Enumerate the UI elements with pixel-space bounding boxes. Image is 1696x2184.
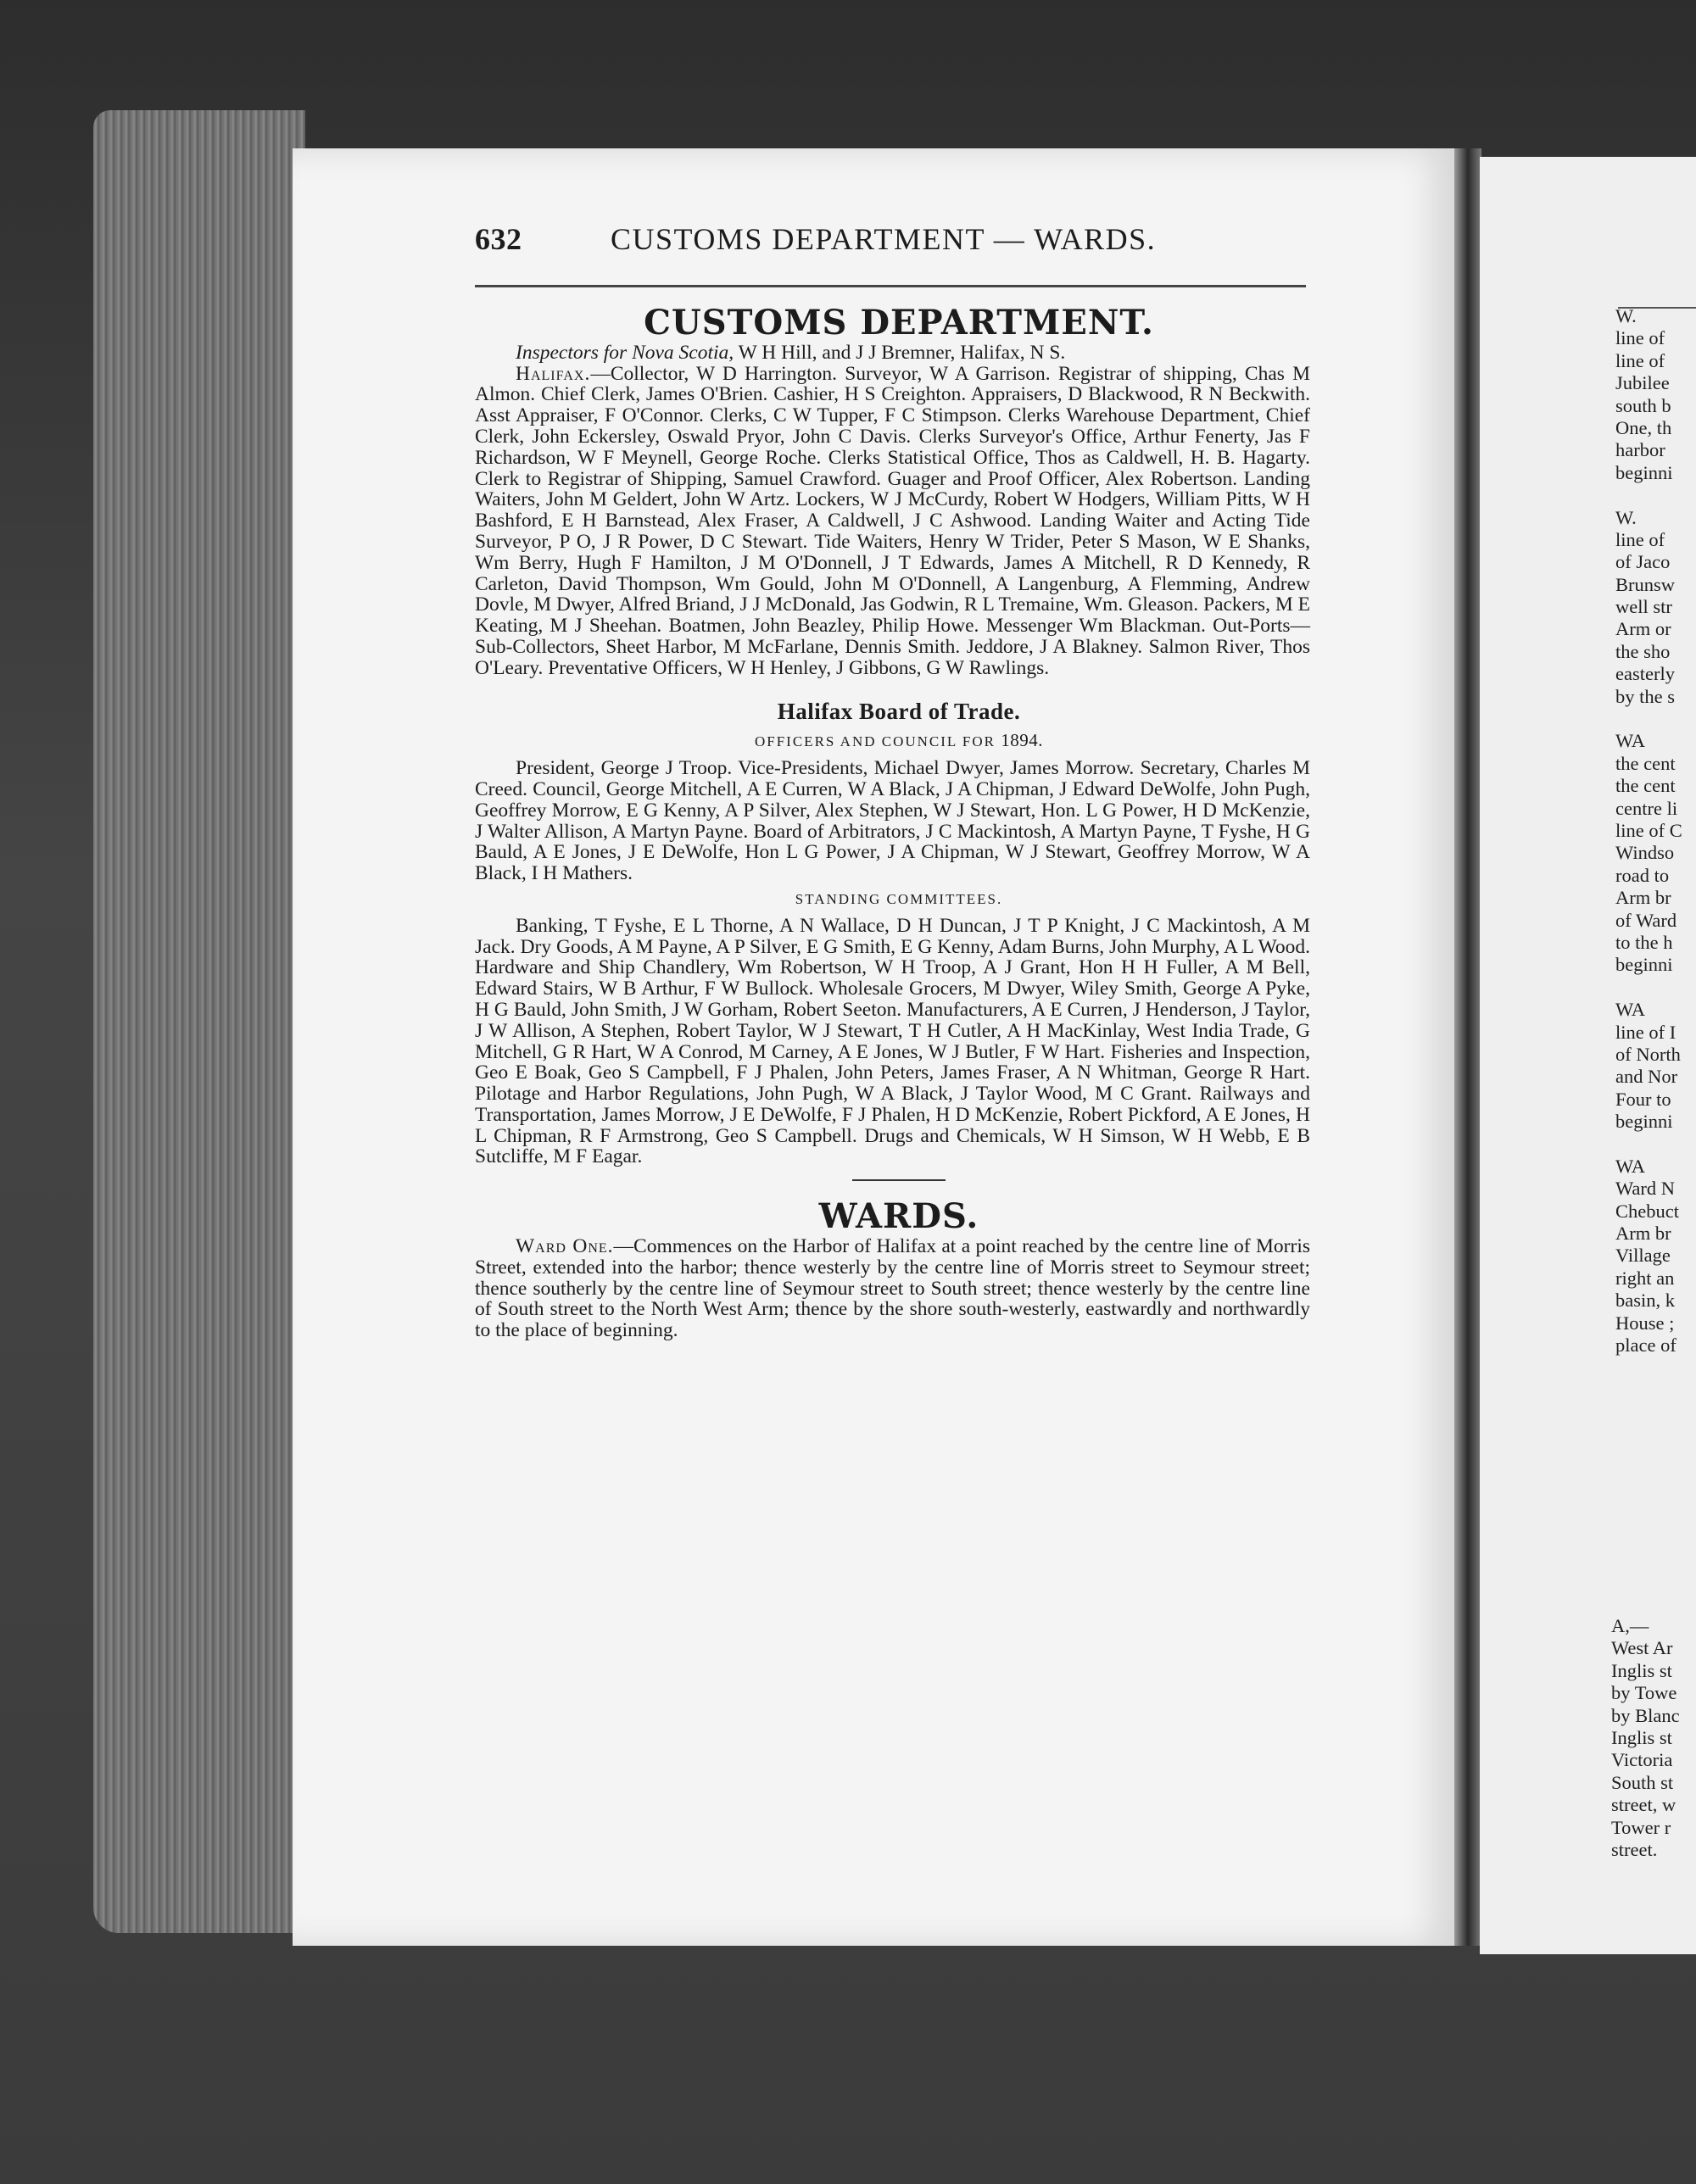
right-page-fragment: south b (1615, 394, 1671, 416)
right-page-fragment: WA (1615, 999, 1645, 1021)
right-page-fragment: by Blanc (1611, 1704, 1680, 1726)
right-page-text-top (1615, 305, 1696, 1357)
right-page-fragment: road to (1615, 864, 1670, 886)
running-head (475, 222, 1323, 266)
book-gutter (1454, 148, 1481, 1946)
right-page-fragment: right an (1615, 1267, 1675, 1289)
right-page-fragment: street. (1611, 1838, 1658, 1860)
right-page-fragment: Village (1615, 1245, 1671, 1267)
right-page-fragment: line of C (1615, 819, 1682, 841)
right-page-fragment: basin, k (1615, 1290, 1675, 1312)
customs-inspectors-paragraph (475, 343, 1310, 364)
right-page-fragment: harbor (1615, 439, 1665, 461)
officers-heading-label: OFFICERS AND COUNCIL FOR (755, 733, 996, 750)
right-page-fragment: street, w (1611, 1794, 1676, 1816)
right-page-fragment: West Ar (1611, 1637, 1673, 1659)
ward-one-paragraph (475, 1236, 1310, 1341)
right-page-fragment: by Towe (1611, 1682, 1677, 1704)
right-page-fragment: centre li (1615, 797, 1678, 819)
right-page-fragment: Arm or (1615, 618, 1671, 640)
right-page-fragment (1615, 1133, 1696, 1155)
right-page-fragment: line of (1615, 528, 1665, 550)
officers-paragraph: President, George J Troop. Vice-Presidents, Michael Dwyer, James Morrow. Secretary, Charles M Creed. Council, George Mitchell, A E Curren, W A Black, J A Chipman, J Edward DeWolfe, John Pugh, Geoffrey Morrow, E G Kenny, A P Silver, Alex Stephen, W J Stewart, Hon. L G Power, H D McKenzie, J Walter Allison, A Martyn Payne. Board of Arbitrators, J C Mackintosh, A Martyn Payne, T Fyshe, H G Bauld, A E Jones, J E DeWolfe, Hon L G Power, J A Chipman, W J Stewart, Geoffrey Morrow, W A Black, I H Mathers. (475, 757, 1310, 885)
committees-heading: STANDING COMMITTEES. (795, 890, 1003, 907)
right-page-fragment: W. (1615, 305, 1637, 326)
right-page-fragment: Arm br (1615, 887, 1671, 909)
right-page-fragment: Jubilee (1615, 372, 1670, 394)
right-page-fragment: Chebuct (1615, 1200, 1679, 1222)
right-page-fragment: Inglis st (1611, 1659, 1672, 1681)
ward-one-text: —Commences on the Harbor of Halifax at a point reached by the centre line of Morris Street, extended into the harbor; thence westerly by the centre line of Morris street to Seymour street; thence southerly by the centre line of Seymour street to South street; thence westerly by the centre line of South street to the North West Arm; thence by the shore south-westerly, eastwardly and northwardly to the place of beginning. (475, 1235, 1310, 1342)
right-page-fragment: of Ward (1615, 909, 1677, 931)
right-page-fragment: House ; (1615, 1312, 1675, 1334)
officers-heading (475, 730, 1323, 753)
right-page-fragment: Arm br (1615, 1223, 1671, 1245)
halifax-label: Halifax. (516, 362, 591, 385)
right-page-fragment: beginni (1615, 954, 1673, 976)
committees-paragraph: Banking, T Fyshe, E L Thorne, A N Wallace, D H Duncan, J T P Knight, J C Mackintosh, A M Jack. Dry Goods, A M Payne, A P Silver, E G Smith, E G Kenny, Adam Burns, John Murphy, A L Wood. Hardware and Ship Chandlery, Wm Robertson, W H Troop, A J Grant, Hon H H Fuller, A M Bell, Edward Stairs, W B Arthur, F W Bullock. Wholesale Grocers, M Dwyer, Wiley Smith, George A Pyke, H G Bauld, John Smith, J W Gorham, Robert Seeton. Manufacturers, A E Curren, J Henderson, J Taylor, J W Allison, A Stephen, Robert Taylor, W J Stewart, T H Cutler, A H MacKinlay, West India Trade, G Mitchell, G R Hart, W A Conrod, M Carney, A E Jones, W J Butler, F W Hart. Fisheries and Inspection, Geo E Boak, Geo S Campbell, F J Phalen, John Peters, James Fraser, A N Whitman, George R Hart. Pilotage and Harbor Regulations, John Pugh, W A Black, J Taylor Wood, M C Grant. Railways and Transportation, James Morrow, J E DeWolfe, F J Phalen, H D McKenzie, Robert Pickford, A E Jones, H L Chipman, R F Armstrong, Geo S Campbell. Drugs and Chemicals, W H Simson, W H Webb, E B Sutcliffe, M F Eagar. (475, 914, 1310, 1168)
right-page-fragment: Victoria (1611, 1749, 1673, 1771)
right-page-fragment: Ward N (1615, 1178, 1676, 1200)
inspectors-label: Inspectors for Nova Scotia, (516, 341, 734, 364)
right-page-fragment: the cent (1615, 775, 1676, 797)
right-page-fragment: WA (1615, 1155, 1645, 1177)
inspectors-text: W H Hill, and J J Bremner, Halifax, N S. (734, 341, 1066, 364)
book-page-edges (93, 110, 305, 1933)
right-page-fragment: and Nor (1615, 1066, 1678, 1088)
right-page-fragment: line of I (1615, 1021, 1676, 1043)
customs-heading: CUSTOMS DEPARTMENT. (644, 303, 1154, 343)
right-page-fragment (1615, 484, 1696, 506)
right-page-fragment: of North (1615, 1043, 1681, 1065)
right-page-fragment: One, th (1615, 416, 1672, 438)
right-page-fragment: well str (1615, 596, 1672, 618)
right-page-fragment (1615, 977, 1696, 999)
right-page-fragment: A,— (1611, 1615, 1649, 1636)
right-page-fragment: Windso (1615, 842, 1675, 864)
ward-one-label: Ward One. (516, 1235, 614, 1258)
left-page-content (475, 222, 1323, 1342)
customs-halifax-paragraph (475, 364, 1310, 679)
halifax-text: —Collector, W D Harrington. Surveyor, W A Garrison. Registrar of shipping, Chas M Almon. Chief Clerk, James O'Brien. Cashier, H S Creighton. Appraisers, D Blackwood, R N Beckwith. Asst Appraiser, F O'Connor. Clerks, C W Tupper, F C Stimpson. Clerks Warehouse Department, Chief Clerk, John Eckersley, Oswald Pryor, John C Davis. Clerks Surveyor's Office, Arthur Fenerty, Jas F Richardson, W F Meynell, George Roche. Clerks Statistical Office, Thos as Caldwell, H. B. Hagarty. Clerk to Registrar of Shipping, Samuel Crawford. Guager and Proof Officer, Alex Robertson. Landing Waiters, John M Geldert, John W Artz. Lockers, W J McCurdy, Robert W Hodgers, William Pitts, W H Bashford, E H Barnstead, Alex Fraser, A Caldwell, J C Ashwood. Landing Waiter and Acting Tide Surveyor, P O, J R Power, D C Stewart. Tide Waiters, Henry W Trider, Peter S Mason, W E Shanks, Wm Berry, Hugh F Hamilton, J M O'Donnell, J T Edwards, James A Mitchell, R D Kennedy, R Carleton, David Thompson, Wm Gould, John M O'Donnell, A Langenburg, A Flemming, Andrew Dovle, M Dwyer, Alfred Briand, J J McDonald, Jas Godwin, R L Tremaine, Wm. Gleason. Packers, M E Keating, M J Sheehan. Boatmen, John Beazley, Philip Howe. Messenger Wm Blackman. Out-Ports—Sub-Collectors, Sheet Harbor, M McFarlane, Dennis Smith. Jeddore, J A Blakney. Salmon River, Thos O'Leary. Preventative Officers, W H Henley, J Gibbons, G W Rawlings. (475, 362, 1310, 679)
right-page-fragment: South st (1611, 1771, 1674, 1793)
wards-heading: WARDS. (818, 1196, 979, 1237)
right-page-fragment: beginni (1615, 1111, 1673, 1133)
right-page-fragment: line of (1615, 349, 1665, 371)
right-page-fragment: beginni (1615, 461, 1673, 483)
right-page-fragment: easterly (1615, 663, 1675, 685)
right-page-fragment: line of (1615, 327, 1665, 349)
right-page-text-bottom (1611, 1615, 1696, 1861)
right-page-fragment: by the s (1615, 685, 1675, 707)
right-page-fragment: Four to (1615, 1088, 1671, 1110)
right-page-fragment: WA (1615, 730, 1645, 752)
running-title: CUSTOMS DEPARTMENT — WARDS. (611, 222, 1157, 256)
board-of-trade-heading: Halifax Board of Trade. (777, 698, 1021, 724)
right-page-fragment: place of (1615, 1334, 1676, 1356)
right-page-fragment: of Jaco (1615, 551, 1671, 573)
section-rule (852, 1179, 946, 1181)
officers-year: 1894. (1001, 730, 1043, 751)
right-page-fragment: the sho (1615, 640, 1671, 662)
right-page-fragment: to the h (1615, 931, 1673, 953)
right-page-fragment: Brunsw (1615, 573, 1676, 595)
right-page-fragment (1615, 708, 1696, 730)
right-page-fragment: Inglis st (1611, 1726, 1672, 1748)
header-rule (475, 285, 1306, 287)
right-page-fragment: W. (1615, 506, 1637, 528)
right-page-fragment: Tower r (1611, 1816, 1671, 1838)
page-number: 632 (475, 222, 522, 256)
right-page-fragment: the cent (1615, 752, 1676, 774)
